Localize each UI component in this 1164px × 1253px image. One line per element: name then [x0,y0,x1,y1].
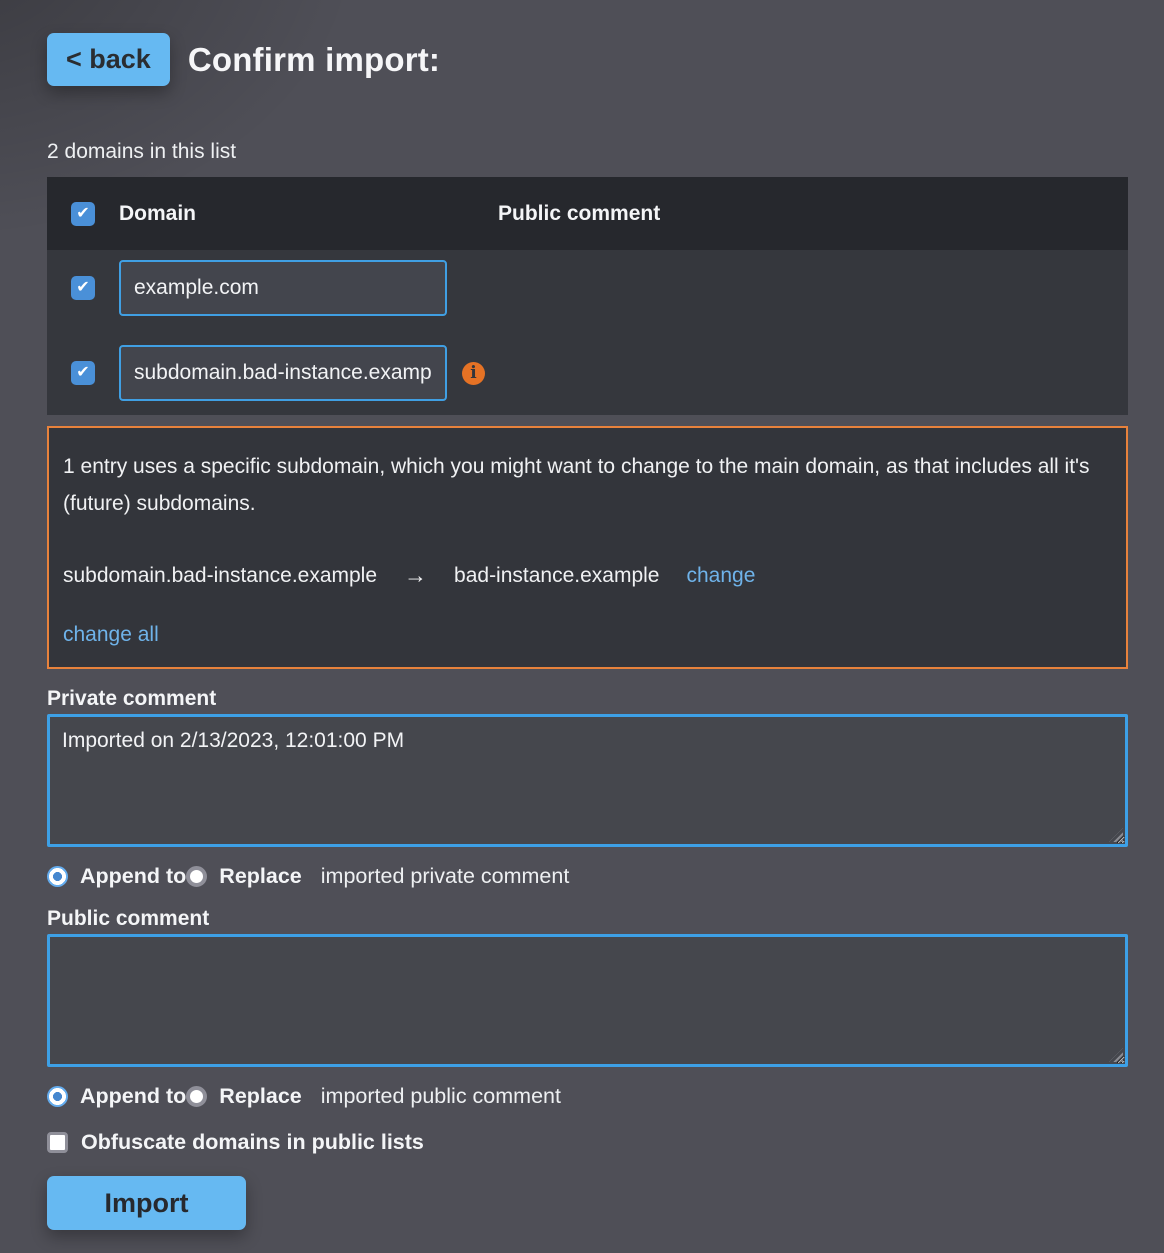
right-arrow-icon: → [404,562,428,588]
check-icon: ✔ [76,279,90,296]
confirm-import-page [47,0,1128,1230]
domain-input[interactable] [119,260,447,316]
replace-label: Replace [219,864,302,888]
replace-label: Replace [219,1084,302,1108]
radio-replace-private[interactable] [186,866,207,887]
column-header-public-comment: Public comment [498,201,661,225]
private-comment-textarea[interactable] [47,714,1128,847]
subdomain-from: subdomain.bad-instance.example [63,563,378,587]
back-button[interactable]: < back [47,33,170,86]
private-comment-label: Private comment [47,687,217,710]
info-icon[interactable]: i [462,362,485,385]
column-header-domain: Domain [119,201,197,225]
public-comment-wrap [47,934,1128,1067]
public-comment-label: Public comment [47,907,210,930]
radio-append-public[interactable] [47,1086,68,1107]
domains-table [47,177,1128,415]
append-label: Append to [80,1084,187,1108]
change-link[interactable]: change [686,563,756,587]
subdomain-notice-box [47,426,1128,669]
notice-message: 1 entry uses a specific subdomain, which you might want to change to the main domain, as that includes all it's (future) subdomains. [63,455,1090,515]
obfuscate-row [47,1130,1128,1155]
radio-replace-public[interactable] [186,1086,207,1107]
domain-count-text: 2 domains in this list [47,140,237,163]
private-comment-mode-row [47,864,1128,889]
select-all-checkbox[interactable] [71,202,95,226]
public-comment-textarea[interactable] [47,934,1128,1067]
public-comment-mode-row [47,1084,1128,1109]
radio-append-private[interactable] [47,866,68,887]
obfuscate-checkbox[interactable] [47,1132,68,1153]
subdomain-to: bad-instance.example [454,563,660,587]
page-title: Confirm import: [187,40,441,78]
subdomain-suggestion-row [63,562,1104,589]
check-icon: ✔ [76,364,90,381]
private-comment-wrap [47,714,1128,847]
table-row [71,345,1128,401]
table-body [47,250,1128,415]
mode-suffix: imported public comment [320,1084,561,1108]
domain-input[interactable] [119,345,447,401]
import-button[interactable]: Import [47,1176,246,1230]
table-header-row [47,177,1128,250]
header [47,0,1128,86]
mode-suffix: imported private comment [320,864,570,888]
row-checkbox[interactable] [71,361,95,385]
check-icon: ✔ [76,204,90,222]
obfuscate-label: Obfuscate domains in public lists [81,1130,424,1154]
table-row [71,260,1128,316]
append-label: Append to [80,864,187,888]
change-all-link[interactable]: change all [63,623,159,646]
row-checkbox[interactable] [71,276,95,300]
